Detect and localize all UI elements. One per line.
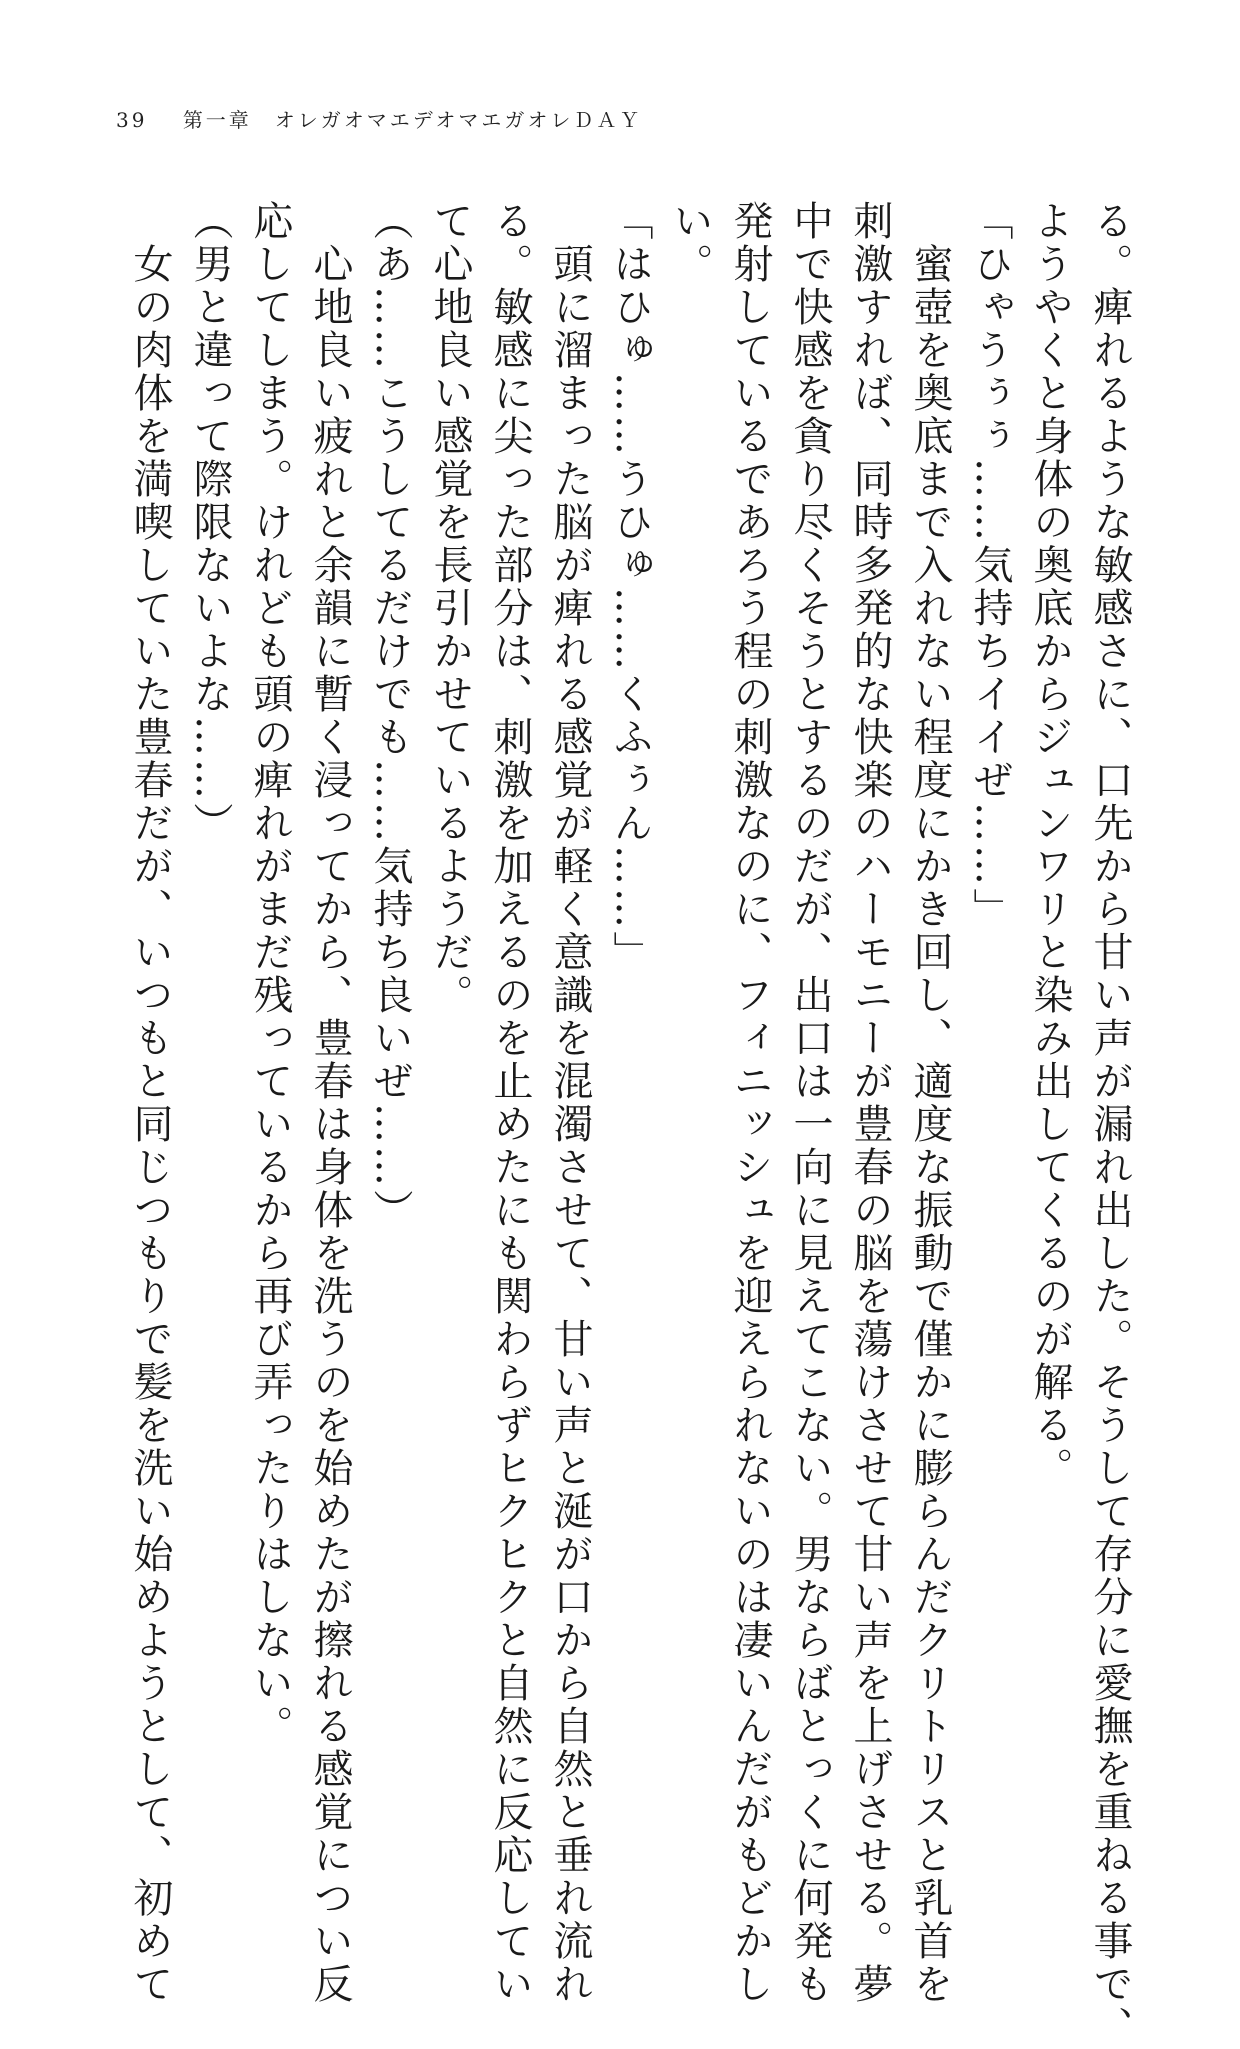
text-line: て心地良い感覚を長引かせているようだ。 [427, 200, 473, 1017]
page-number: 39 [116, 108, 148, 132]
text-line: る。痺れるような敏感さに、口先から甘い声が漏れ出した。そうして存分に愛撫を重ねる事で、 [1087, 200, 1133, 2049]
running-header [116, 104, 642, 133]
body-text [120, 200, 1140, 2049]
text-line: （男と違って際限ないよな……） [187, 200, 233, 845]
text-line: 頭に溜まった脳が痺れる感覚が軽く意識を混濁させて、甘い声と涎が口から自然と垂れ流れ [547, 200, 593, 2006]
text-line: ようやくと身体の奥底からジュンワリと染み出してくるのが解る。 [1027, 200, 1073, 1490]
chapter-title: 第一章 オレガオマエデオマエガオレＤＡＹ [182, 108, 643, 132]
text-line: 蜜壺を奥底まで入れない程度にかき回し、適度な振動で僅かに膨らんだクリトリスと乳首を [907, 200, 953, 2006]
text-line: 中で快感を貪り尽くそうとするのだが、出口は一向に見えてこない。男ならばとっくに何発も [787, 200, 833, 2006]
text-line: る。敏感に尖った部分は、刺激を加えるのを止めたにも関わらずヒクヒクと自然に反応してい [487, 200, 533, 2006]
text-line: 心地良い疲れと余韻に暫く浸ってから、豊春は身体を洗うのを始めたが擦れる感覚につい反 [307, 200, 353, 2006]
text-line: 発射しているであろう程の刺激なのに、フィニッシュを迎えられないのは凄いんだがもどかし [727, 200, 773, 2006]
text-line: 「はひゅ……うひゅ……くふぅん……」 [607, 200, 653, 974]
text-line: （あ……こうしてるだけでも……気持ち良いぜ……） [367, 200, 413, 1232]
text-line: 応してしまう。けれども頭の痺れがまだ残っているから再び弄ったりはしない。 [247, 200, 293, 1748]
text-line: 刺激すれば、同時多発的な快楽のハーモニーが豊春の脳を蕩けさせて甘い声を上げさせる。夢 [847, 200, 893, 2006]
text-line: 女の肉体を満喫していた豊春だが、いつもと同じつもりで髪を洗い始めようとして、初めて [127, 200, 173, 2006]
text-line: い。 [667, 200, 713, 286]
text-line: 「ひゃうぅぅ……気持ちイイぜ……」 [967, 200, 1013, 931]
